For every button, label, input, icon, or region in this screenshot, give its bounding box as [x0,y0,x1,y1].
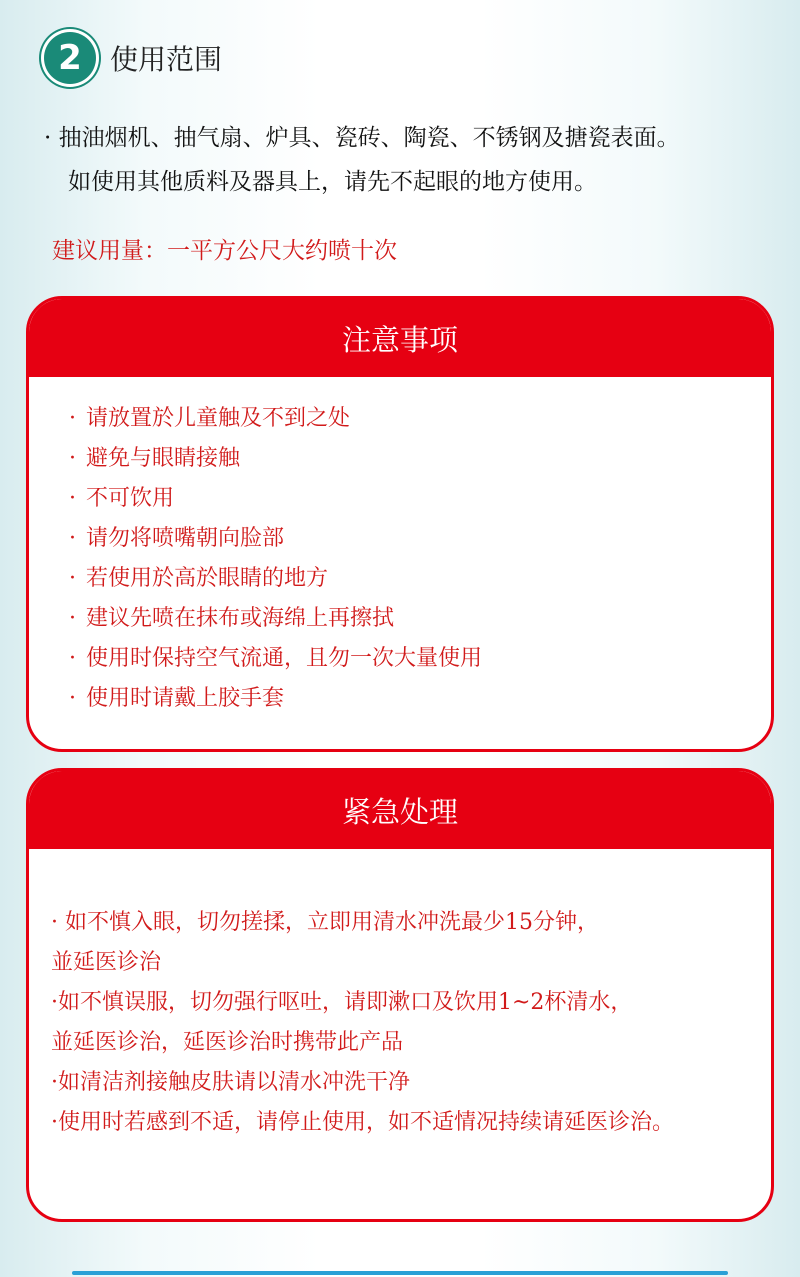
bottom-divider [72,1271,728,1275]
usage-line-1: · 抽油烟机、抽气扇、炉具、瓷砖、陶瓷、不锈钢及搪瓷表面。 [44,125,680,151]
precaution-item: · 使用时保持空气流通，且勿一次大量使用 [69,639,482,679]
precaution-item: · 使用时请戴上胶手套 [69,679,482,719]
emergency-line: 並延医诊治，延医诊治时携带此产品 [51,1030,404,1055]
precaution-item: · 不可饮用 [69,479,482,519]
emergency-title: 紧急处理 [29,771,771,849]
emergency-line: ·如不慎误服，切勿强行呕吐，请即漱口及饮用1~2杯清水， [51,990,633,1015]
precautions-list [69,399,482,719]
precaution-item: · 避免与眼睛接触 [69,439,482,479]
precautions-card [26,296,774,752]
emergency-card [26,768,774,1222]
section-title: 使用范围 [110,43,223,76]
emergency-line: · 如不慎入眼，切勿搓揉，立即用清水冲洗最少15分钟， [51,910,599,935]
emergency-line: ·使用时若感到不适，请停止使用，如不适情况持续请延医诊治。 [51,1110,674,1135]
emergency-line: ·如清洁剂接触皮肤请以清水冲洗干净 [51,1070,410,1095]
usage-line-2: 如使用其他质料及器具上，请先不起眼的地方使用。 [68,169,597,195]
section-number-badge: 2 [44,32,96,84]
emergency-line: 並延医诊治 [51,950,162,975]
precautions-title: 注意事项 [29,299,771,377]
section-header [44,32,222,84]
precaution-item: · 请放置於儿童触及不到之处 [69,399,482,439]
precaution-item: · 请勿将喷嘴朝向脸部 [69,519,482,559]
recommended-dosage: 建议用量：一平方公尺大约喷十次 [52,238,397,264]
emergency-list [51,903,674,1143]
usage-scope-text [44,116,680,204]
precaution-item: · 若使用於高於眼睛的地方 [69,559,482,599]
precaution-item: · 建议先喷在抹布或海绵上再擦拭 [69,599,482,639]
